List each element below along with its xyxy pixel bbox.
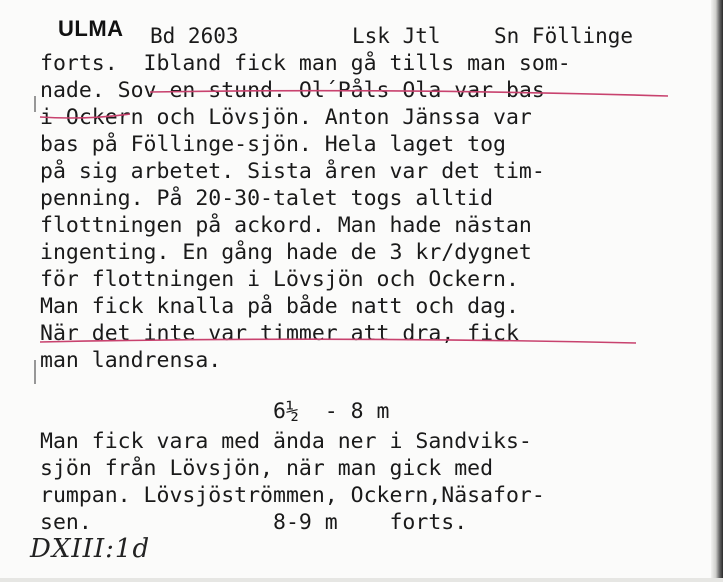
underline-mark-2 [40,114,130,118]
text-line-2: nade. Sov en stund. Ol´Påls Ola var bas [40,78,545,103]
text-line-9: för flottningen i Lövsjön och Ockern. [40,267,519,292]
text-line-4: bas på Föllinge-sjön. Hela laget tog [40,132,506,157]
text-line-14: Man fick vara med ända ner i Sandviks- [40,429,532,454]
text-line-12: man landrensa. [40,348,222,373]
reference-number: Bd 2603 [150,24,239,48]
text-line-17: sen. 8-9 m forts. [40,510,468,535]
card-bottom-edge [0,578,723,582]
parish-name: Sn Föllinge [494,24,634,48]
text-line-8: ingenting. En gång hade de 3 kr/dygnet [40,240,532,265]
text-line-5: på sig arbetet. Sista åren var det tim- [40,159,545,184]
text-line-13: 6½ - 8 m [40,399,390,424]
card-edge-shadow [711,0,723,582]
text-line-1: forts. Ibland fick man gå tills man som- [40,51,571,76]
text-line-15: sjön från Lövsjön, när man gick med [40,456,494,481]
archive-name: ULMA [58,16,124,41]
text-line-7: flottningen på ackord. Man hade nästan [40,213,532,238]
text-line-11: När det inte var timmer att dra, fick [40,321,519,346]
text-line-6: penning. På 20-30-talet togs alltid [40,186,494,211]
text-line-16: rumpan. Lövsjöströmmen, Ockern,Näsafor- [40,483,545,508]
underline-mark-3 [40,339,636,343]
text-line-10: Man fick knalla på både natt och dag. [40,294,519,319]
region-code: Lsk Jtl [352,24,441,48]
archive-signature: DXIII:1d [30,534,151,564]
underline-mark-1 [150,91,668,96]
text-line-3: i Ockern och Lövsjön. Anton Jänssa var [40,105,532,130]
